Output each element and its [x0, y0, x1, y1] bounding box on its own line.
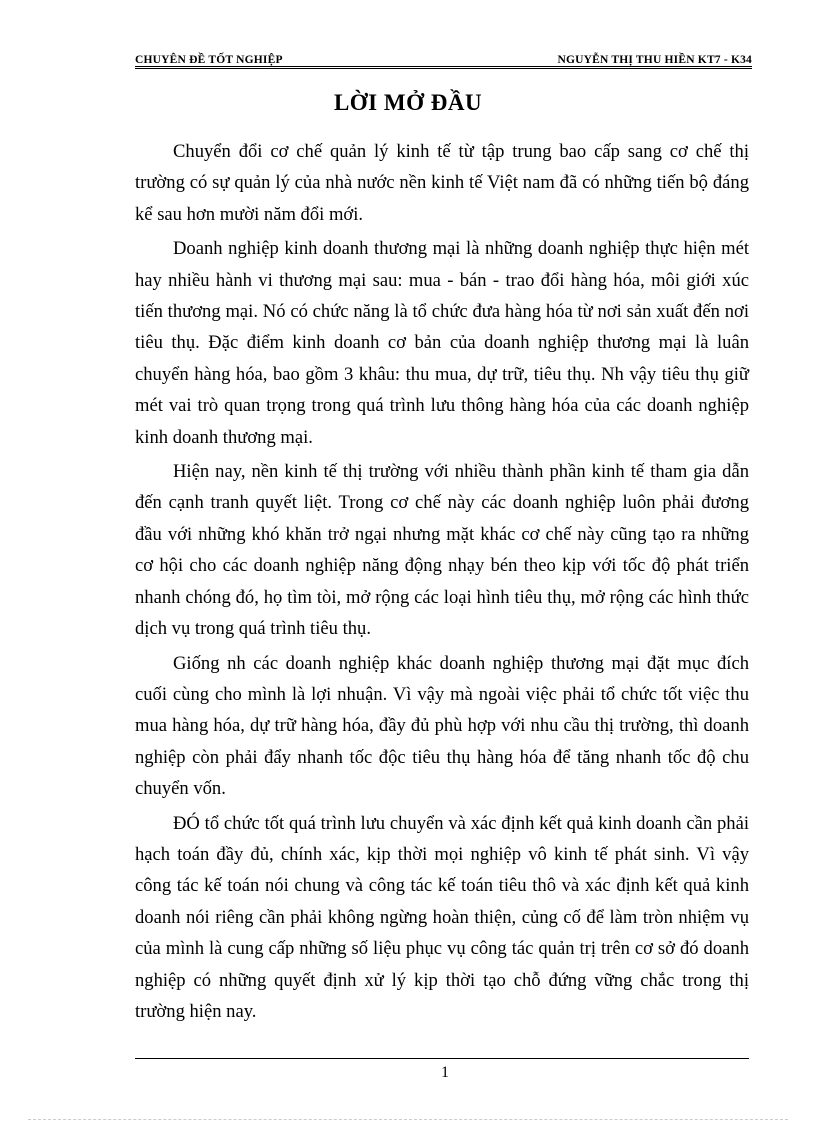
page-title: LỜI MỞ ĐẦU	[333, 90, 483, 115]
header-author-class: NGUYỄN THỊ THU HIỀN KT7 - K34	[557, 54, 752, 66]
paragraph: Chuyển đổi cơ chế quản lý kinh tế từ tập trung bao cấp sang cơ chế thị trường có sự quản lý của nhà nước nền kinh tế Việt nam đã có những tiến bộ đáng kể sau hơn mười năm đổi mới.	[135, 141, 749, 225]
page-header	[135, 46, 752, 66]
footer-divider	[135, 1058, 749, 1059]
paragraph: ĐÓ tổ chức tốt quá trình lưu chuyển và xác định kết quả kinh doanh cần phải hạch toán đầy đủ, chính xác, kịp thời mọi nghiệp vô kinh tế phát sinh. Vì vậy công tác kế toán nói chung và công tác kế toán tiêu thô và xác định kết quả kinh doanh nói riêng cần phải không ngừng hoàn thiện, củng cố để làm tròn nhiệm vụ của mình là cung cấp những số liệu phục vụ công tác quản trị trên cơ sở đó doanh nghiệp có những quyết định xử lý kịp thời tạo chỗ đứng vững chắc trong thị trường hiện nay.	[135, 812, 749, 1022]
paragraph: Giống nh các doanh nghiệp khác doanh nghiệp thương mại đặt mục đích cuối cùng cho mình là lợi nhuận. Vì vậy mà ngoài việc phải tổ chức tốt việc thu mua hàng hóa, dự trữ hàng hóa, đầy đủ phù hợp với nhu cầu thị trường, thì doanh nghiệp còn phải đẩy nhanh tốc độc tiêu thụ hàng hóa để tăng nhanh tốc độ chu chuyển vốn.	[135, 652, 749, 800]
document-body	[135, 136, 749, 1030]
header-divider	[135, 66, 752, 69]
page-number: 1	[441, 1064, 449, 1081]
paragraph: Hiện nay, nền kinh tế thị trường với nhiều thành phần kinh tế tham gia dẫn đến cạnh tranh quyết liệt. Trong cơ chế này các doanh nghiệp luôn phải đương đầu với những khó khăn trở ngại nhưng mặt khác cơ chế này cũng tạo ra những cơ hội cho các doanh nghiệp năng động nhạy bén theo kịp với tốc độ phát triển nhanh chóng đó, họ tìm tòi, mở rộng các loại hình tiêu thụ, mở rộng các hình thức dịch vụ trong quá trình tiêu thụ.	[135, 461, 749, 640]
page-boundary	[28, 1119, 788, 1120]
header-document-type: CHUYÊN ĐỀ TỐT NGHIỆP	[135, 54, 283, 66]
paragraph: Doanh nghiệp kinh doanh thương mại là những doanh nghiệp thực hiện mét hay nhiều hành vi thương mại sau: mua - bán - trao đổi hàng hóa, môi giới xúc tiến thương mại. Nó có chức năng là tổ chức đưa hàng hóa từ nơi sản xuất đến nơi tiêu thụ. Đặc điểm kinh doanh cơ bản của doanh nghiệp thương mại là luân chuyển hàng hóa, bao gồm 3 khâu: thu mua, dự trữ, tiêu thụ. Nh vậy tiêu thụ giữ mét vai trò quan trọng trong quá trình lưu thông hàng hóa của các doanh nghiệp kinh doanh thương mại.	[135, 238, 749, 448]
